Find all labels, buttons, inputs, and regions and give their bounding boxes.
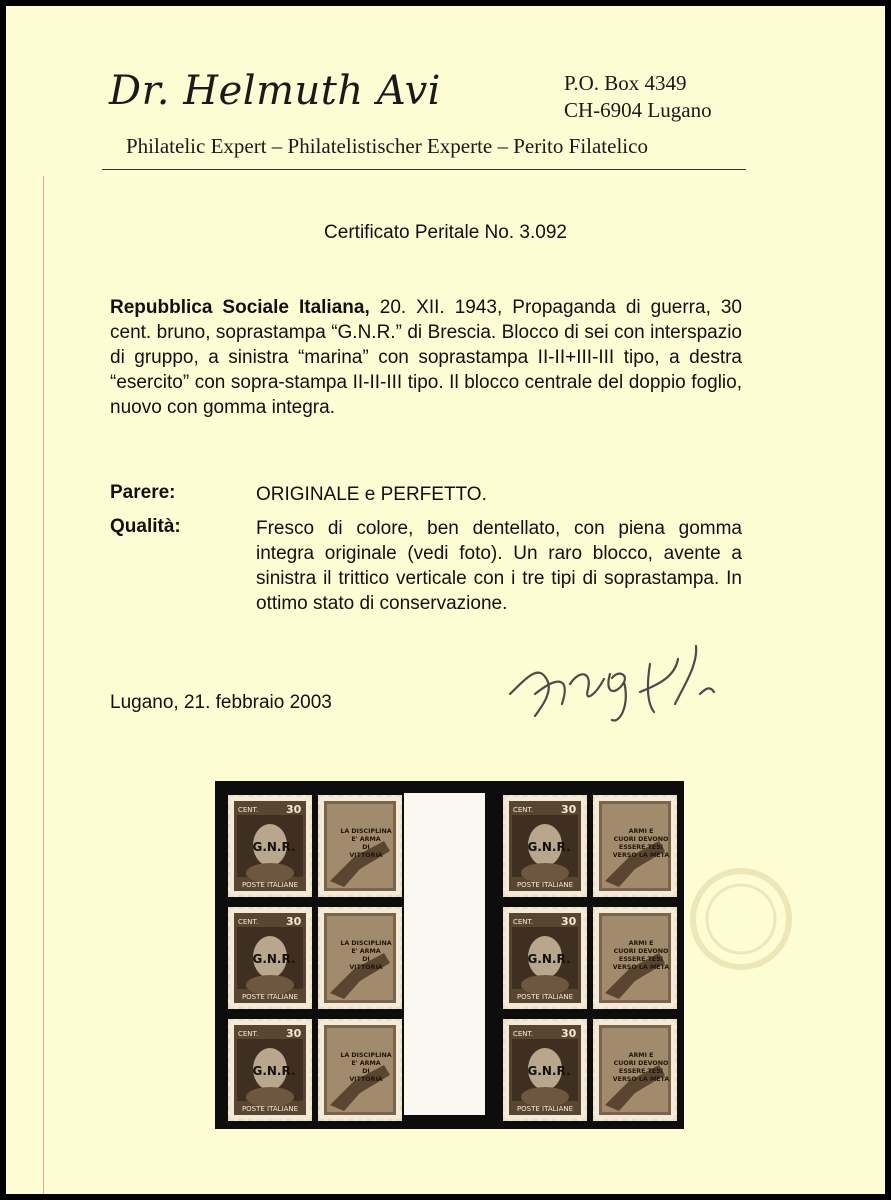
stamp-value: 30 [561,1027,577,1040]
stamp-country: POSTE ITALIANE [241,993,299,1001]
gutter-margin [404,793,485,1115]
stamp-slogan-line: VERSO LA META [612,852,670,859]
stamp-slogan-line: DI [362,844,370,851]
stamp-value: 30 [561,915,577,928]
stamp-portrait [503,907,587,1009]
stamp-overprint: G.N.R. [527,840,571,854]
stamp-cent-label: CENT. [513,1030,534,1038]
handwritten-signature [500,634,790,726]
stamp-slogan-line: E' ARMA [351,836,381,843]
stamp-slogan-line: LA DISCIPLINA [340,828,392,835]
stamp-portrait [228,795,312,897]
certificate-description [110,295,742,420]
stamp-portrait [228,1019,312,1121]
stamp-propaganda-label [318,907,402,1009]
stamp-portrait [503,795,587,897]
stamp-portrait [503,1019,587,1121]
stamp-value: 30 [286,1027,302,1040]
stamp-slogan-line: ARMI E [628,1052,654,1059]
stamp-overprint: G.N.R. [527,952,571,966]
stamp-slogan-line: E' ARMA [351,1060,381,1067]
address-line: CH-6904 Lugano [564,98,712,122]
postal-address [564,70,712,124]
stamp-slogan-line: DI [362,1068,370,1075]
watermark-seal-icon [686,864,796,974]
stamp-block-photo [215,781,684,1129]
stamp-slogan-line: ESSERE TESI [618,956,664,963]
stamp-propaganda-label [593,1019,677,1121]
stamp-cent-label: CENT. [238,1030,259,1038]
certificate-page [6,6,885,1194]
expert-name: Dr. Helmuth Avi [109,68,441,114]
stamp-country: POSTE ITALIANE [516,1105,574,1113]
certificate-title: Certificato Peritale No. 3.092 [324,222,567,243]
stamp-propaganda-label [593,907,677,1009]
stamp-cent-label: CENT. [238,918,259,926]
stamp-slogan-line: VITTORIA [349,1076,383,1083]
stamp-country: POSTE ITALIANE [516,881,574,889]
place-date: Lugano, 21. febbraio 2003 [110,692,332,713]
stamp-slogan-line: VERSO LA META [612,964,670,971]
margin-line [43,176,44,1194]
stamp-overprint: G.N.R. [252,840,296,854]
stamp-country: POSTE ITALIANE [241,881,299,889]
stamp-slogan-line: CUORI DEVONO [613,836,669,843]
stamp-slogan-line: LA DISCIPLINA [340,1052,392,1059]
stamp-slogan-line: E' ARMA [351,948,381,955]
stamp-slogan-line: VITTORIA [349,852,383,859]
stamp-value: 30 [286,803,302,816]
stamp-propaganda-label [318,1019,402,1121]
expert-subtitle: Philatelic Expert – Philatelistischer Experte – Perito Filatelico [126,134,648,158]
stamp-slogan-line: CUORI DEVONO [613,1060,669,1067]
stamp-country: POSTE ITALIANE [516,993,574,1001]
stamp-overprint: G.N.R. [252,1064,296,1078]
stamp-slogan-line: ARMI E [628,940,654,947]
stamp-slogan-line: CUORI DEVONO [613,948,669,955]
stamp-value: 30 [561,803,577,816]
stamp-overprint: G.N.R. [527,1064,571,1078]
stamp-slogan-line: VITTORIA [349,964,383,971]
stamp-cent-label: CENT. [513,918,534,926]
stamp-portrait [228,907,312,1009]
quality-value: Fresco di colore, ben dentellato, con piena gomma integra originale (vedi foto). Un raro blocco, avente a sinistra il trittico verticale con i tre tipi di soprastampa. In ottimo stato di conservazione. [256,518,742,614]
stamp-country: POSTE ITALIANE [241,1105,299,1113]
stamp-value: 30 [286,915,302,928]
stamp-slogan-line: ESSERE TESI [618,844,664,851]
stamp-slogan-line: VERSO LA META [612,1076,670,1083]
stamp-propaganda-label [318,795,402,897]
stamp-propaganda-label [593,795,677,897]
issuer-name: Repubblica Sociale Italiana, [110,297,370,318]
description-text: 20. XII. 1943, Propaganda di guerra, 30 cent. bruno, soprastampa “G.N.R.” di Brescia. Blocco di sei con interspazio di gruppo, a sinistra “marina” con soprastampa II-II+III-III tipo, a destra “esercito” con sopra-stampa II-II-III tipo. Il blocco centrale del doppio foglio, nuovo con gomma integra. [110,297,743,418]
quality-label: Qualità: [110,516,181,537]
header-divider [102,169,746,170]
opinion-label: Parere: [110,482,176,503]
stamp-cent-label: CENT. [238,806,259,814]
stamp-slogan-line: ESSERE TESI [618,1068,664,1075]
address-line: P.O. Box 4349 [564,71,687,95]
stamp-slogan-line: LA DISCIPLINA [340,940,392,947]
stamp-cent-label: CENT. [513,806,534,814]
stamp-slogan-line: ARMI E [628,828,654,835]
stamp-overprint: G.N.R. [252,952,296,966]
opinion-value: ORIGINALE e PERFETTO. [256,484,487,505]
stamp-slogan-line: DI [362,956,370,963]
